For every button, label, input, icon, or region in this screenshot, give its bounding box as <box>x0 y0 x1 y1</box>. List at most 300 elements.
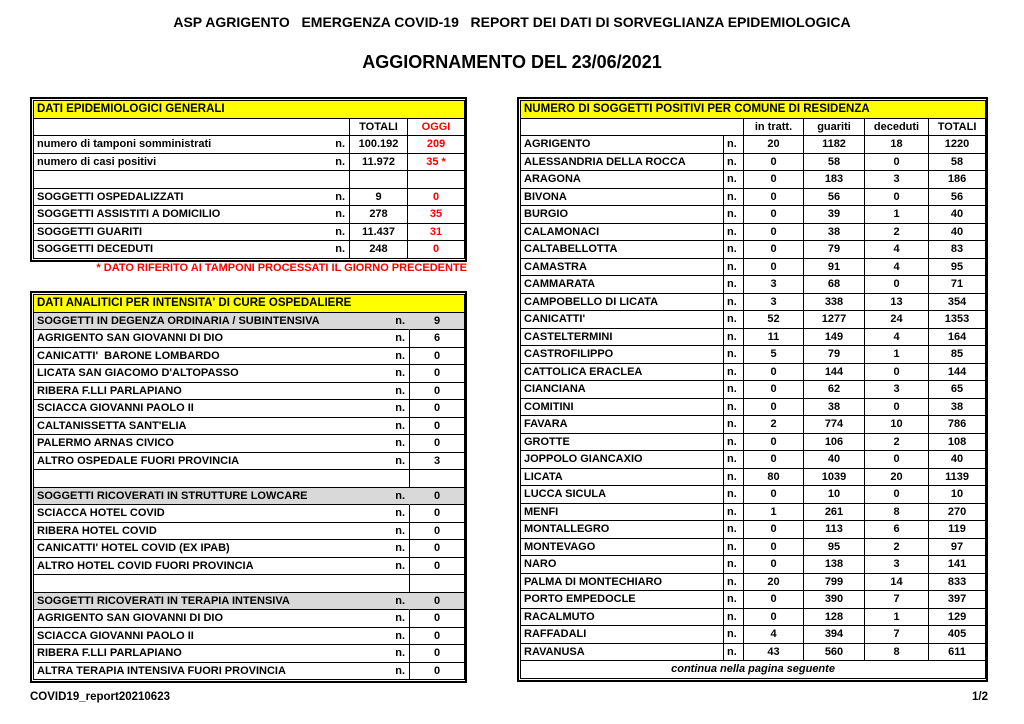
row-label-cell <box>34 365 410 383</box>
row-label: RIBERA F.LLI PARLAPIANO <box>37 647 182 660</box>
row-n-label: n. <box>724 556 744 574</box>
report-filename: COVID19_report20210623 <box>30 691 170 703</box>
general-table-title: DATI EPIDEMIOLOGICI GENERALI <box>34 101 465 119</box>
row-n-label: n. <box>724 154 744 172</box>
row-label: PALERMO ARNAS CIVICO <box>37 437 174 450</box>
table-row <box>34 418 465 436</box>
deceduti-value: 14 <box>865 574 929 592</box>
comune-name: CAMPOBELLO DI LICATA <box>521 294 724 312</box>
comune-name: CANICATTI' <box>521 311 724 329</box>
table-row <box>34 470 465 488</box>
table-row <box>34 593 465 611</box>
row-n-label: n. <box>724 521 744 539</box>
row-value: 0 <box>410 488 465 506</box>
guariti-value: 149 <box>804 329 865 347</box>
deceduti-value: 0 <box>865 154 929 172</box>
row-label-cell <box>34 645 410 663</box>
row-label-cell <box>34 558 410 576</box>
guariti-value: 38 <box>804 224 865 242</box>
comune-name: PALMA DI MONTECHIARO <box>521 574 724 592</box>
in-tratt-value: 0 <box>744 399 804 417</box>
deceduti-value: 0 <box>865 189 929 207</box>
deceduti-value: 1 <box>865 609 929 627</box>
row-n-label: n. <box>724 539 744 557</box>
table-row <box>521 224 986 242</box>
row-n-label: n. <box>395 314 405 327</box>
row-totali-value: 248 <box>350 241 408 259</box>
comune-name: ALESSANDRIA DELLA ROCCA <box>521 154 724 172</box>
totali-value: 354 <box>929 294 986 312</box>
totali-value: 1220 <box>929 136 986 154</box>
deceduti-value: 4 <box>865 259 929 277</box>
deceduti-value: 2 <box>865 434 929 452</box>
row-n-label: n. <box>395 489 405 502</box>
table-row <box>521 294 986 312</box>
table-row <box>521 521 986 539</box>
row-label: SOGGETTI IN DEGENZA ORDINARIA / SUBINTENSIVA <box>37 314 320 327</box>
row-value: 0 <box>410 523 465 541</box>
guariti-value: 10 <box>804 486 865 504</box>
row-value: 0 <box>410 435 465 453</box>
comune-name: CASTELTERMINI <box>521 329 724 347</box>
row-label-cell <box>34 505 410 523</box>
row-label-cell <box>34 470 410 488</box>
row-label-cell <box>34 663 410 681</box>
row-label-cell <box>34 628 410 646</box>
row-n-label: n. <box>724 311 744 329</box>
comune-name: COMITINI <box>521 399 724 417</box>
col-header-totali: TOTALI <box>929 119 986 137</box>
totali-value: 65 <box>929 381 986 399</box>
deceduti-value: 18 <box>865 136 929 154</box>
in-tratt-value: 0 <box>744 486 804 504</box>
row-n-label: n. <box>724 224 744 242</box>
comune-name: MONTEVAGO <box>521 539 724 557</box>
guariti-value: 1277 <box>804 311 865 329</box>
comuni-table-title-row <box>521 101 986 119</box>
row-n-label: n. <box>395 454 405 467</box>
table-row <box>34 136 465 154</box>
guariti-value: 390 <box>804 591 865 609</box>
row-label-cell <box>34 154 350 172</box>
table-row <box>34 365 465 383</box>
table-row <box>34 435 465 453</box>
table-row <box>34 171 465 189</box>
row-label: SOGGETTI GUARITI <box>37 225 143 238</box>
table-row <box>521 171 986 189</box>
comune-name: CAMASTRA <box>521 259 724 277</box>
row-label-cell <box>34 540 410 558</box>
row-value: 0 <box>410 628 465 646</box>
row-value: 0 <box>410 540 465 558</box>
page-subtitle: AGGIORNAMENTO DEL 23/06/2021 <box>362 52 662 72</box>
guariti-value: 560 <box>804 644 865 662</box>
in-tratt-value: 0 <box>744 171 804 189</box>
in-tratt-value: 0 <box>744 189 804 207</box>
row-n-label: n. <box>395 524 405 537</box>
table-row <box>34 645 465 663</box>
comune-name: MONTALLEGRO <box>521 521 724 539</box>
row-label-cell <box>34 348 410 366</box>
row-label-cell <box>34 453 410 471</box>
deceduti-value: 3 <box>865 556 929 574</box>
general-table-header-row <box>34 119 465 137</box>
row-n-label: n. <box>724 469 744 487</box>
table-row <box>521 556 986 574</box>
comune-name: LUCCA SICULA <box>521 486 724 504</box>
row-n-label: n. <box>335 225 345 238</box>
row-n-label: n. <box>395 437 405 450</box>
table-row <box>34 224 465 242</box>
in-tratt-value: 20 <box>744 136 804 154</box>
in-tratt-value: 0 <box>744 609 804 627</box>
row-label-cell <box>34 206 350 224</box>
guariti-value: 799 <box>804 574 865 592</box>
table-row <box>521 311 986 329</box>
row-totali-value: 11.437 <box>350 224 408 242</box>
in-tratt-value: 0 <box>744 224 804 242</box>
row-n-label: n. <box>335 138 345 151</box>
totali-value: 40 <box>929 206 986 224</box>
oggi-column-header: OGGI <box>408 119 465 137</box>
row-n-label: n. <box>724 241 744 259</box>
row-n-label: n. <box>395 349 405 362</box>
in-tratt-value: 0 <box>744 451 804 469</box>
row-n-label: n. <box>724 189 744 207</box>
hospital-table-title: DATI ANALITICI PER INTENSITA' DI CURE OSPEDALIERE <box>34 295 465 313</box>
guariti-value: 106 <box>804 434 865 452</box>
row-oggi-value: 0 <box>408 241 465 259</box>
row-value: 0 <box>410 663 465 681</box>
table-row <box>521 276 986 294</box>
in-tratt-value: 3 <box>744 294 804 312</box>
in-tratt-value: 0 <box>744 154 804 172</box>
row-value: 0 <box>410 383 465 401</box>
hospital-care-table <box>30 291 467 683</box>
deceduti-value: 0 <box>865 451 929 469</box>
row-n-label: n. <box>724 329 744 347</box>
in-tratt-value: 0 <box>744 381 804 399</box>
guariti-value: 338 <box>804 294 865 312</box>
row-n-label: n. <box>724 171 744 189</box>
guariti-value: 774 <box>804 416 865 434</box>
deceduti-value: 4 <box>865 329 929 347</box>
row-label: SCIACCA GIOVANNI PAOLO II <box>37 629 194 642</box>
deceduti-value: 7 <box>865 626 929 644</box>
totali-value: 83 <box>929 241 986 259</box>
general-data-table <box>30 97 467 262</box>
guariti-value: 58 <box>804 154 865 172</box>
totali-value: 1353 <box>929 311 986 329</box>
row-n-label: n. <box>724 364 744 382</box>
row-n-label: n. <box>395 402 405 415</box>
comune-name: BURGIO <box>521 206 724 224</box>
table-row <box>34 610 465 628</box>
row-value: 0 <box>410 365 465 383</box>
guariti-value: 144 <box>804 364 865 382</box>
comune-name: FAVARA <box>521 416 724 434</box>
col-header-deceduti: deceduti <box>865 119 929 137</box>
deceduti-value: 0 <box>865 364 929 382</box>
totali-value: 71 <box>929 276 986 294</box>
row-n-label: n. <box>724 626 744 644</box>
deceduti-value: 0 <box>865 276 929 294</box>
deceduti-value: 3 <box>865 171 929 189</box>
deceduti-value: 20 <box>865 469 929 487</box>
guariti-value: 113 <box>804 521 865 539</box>
row-totali-value: 11.972 <box>350 154 408 172</box>
row-label-cell <box>34 435 410 453</box>
in-tratt-value: 0 <box>744 539 804 557</box>
in-tratt-value: 0 <box>744 521 804 539</box>
comune-name: LICATA <box>521 469 724 487</box>
table-row <box>34 558 465 576</box>
guariti-value: 79 <box>804 241 865 259</box>
table-row <box>521 539 986 557</box>
guariti-value: 95 <box>804 539 865 557</box>
table-row <box>34 488 465 506</box>
row-n-label: n. <box>724 504 744 522</box>
deceduti-value: 4 <box>865 241 929 259</box>
deceduti-value: 8 <box>865 504 929 522</box>
row-label: SOGGETTI RICOVERATI IN STRUTTURE LOWCARE <box>37 489 308 502</box>
comune-name: RAFFADALI <box>521 626 724 644</box>
totali-value: 108 <box>929 434 986 452</box>
row-n-label: n. <box>724 276 744 294</box>
totali-value: 141 <box>929 556 986 574</box>
empty-header-cell <box>34 119 350 137</box>
guariti-value: 1039 <box>804 469 865 487</box>
in-tratt-value: 2 <box>744 416 804 434</box>
row-n-label: n. <box>335 155 345 168</box>
row-value: 0 <box>410 610 465 628</box>
totali-value: 119 <box>929 521 986 539</box>
row-label-cell <box>34 593 410 611</box>
row-totali-value <box>350 171 408 189</box>
totali-value: 40 <box>929 451 986 469</box>
row-value: 0 <box>410 505 465 523</box>
row-oggi-value: 31 <box>408 224 465 242</box>
row-label-cell <box>34 488 410 506</box>
row-n-label: n. <box>395 332 405 345</box>
totali-value: 40 <box>929 224 986 242</box>
deceduti-value: 2 <box>865 224 929 242</box>
guariti-value: 56 <box>804 189 865 207</box>
comune-name: RAVANUSA <box>521 644 724 662</box>
row-label: SOGGETTI ASSISTITI A DOMICILIO <box>37 208 221 221</box>
row-n-label: n. <box>335 190 345 203</box>
row-label: numero di casi positivi <box>37 155 157 168</box>
table-row <box>521 259 986 277</box>
table-row <box>521 574 986 592</box>
table-row <box>34 628 465 646</box>
row-value: 0 <box>410 418 465 436</box>
deceduti-value: 0 <box>865 399 929 417</box>
totali-value: 58 <box>929 154 986 172</box>
comune-name: CASTROFILIPPO <box>521 346 724 364</box>
guariti-value: 394 <box>804 626 865 644</box>
table-row <box>521 644 986 662</box>
row-oggi-value: 35 <box>408 206 465 224</box>
comune-name: CIANCIANA <box>521 381 724 399</box>
row-label-cell <box>34 241 350 259</box>
row-label: CANICATTI' HOTEL COVID (EX IPAB) <box>37 542 230 555</box>
in-tratt-value: 0 <box>744 591 804 609</box>
row-value: 6 <box>410 330 465 348</box>
guariti-value: 138 <box>804 556 865 574</box>
page-title: ASP AGRIGENTO EMERGENZA COVID-19 REPORT DEI DATI DI SORVEGLIANZA EPIDEMIOLOGICA <box>173 14 851 30</box>
guariti-value: 261 <box>804 504 865 522</box>
row-value <box>410 575 465 593</box>
totali-value: 10 <box>929 486 986 504</box>
row-value <box>410 470 465 488</box>
row-value: 0 <box>410 593 465 611</box>
row-label: SOGGETTI RICOVERATI IN TERAPIA INTENSIVA <box>37 594 290 607</box>
row-label: ALTRO OSPEDALE FUORI PROVINCIA <box>37 454 240 467</box>
table-row <box>34 505 465 523</box>
row-label: CALTANISSETTA SANT'ELIA <box>37 419 187 432</box>
comune-name: RACALMUTO <box>521 609 724 627</box>
row-totali-value: 9 <box>350 189 408 207</box>
row-label: CANICATTI' BARONE LOMBARDO <box>37 349 220 362</box>
table-row <box>521 416 986 434</box>
row-label-cell <box>34 330 410 348</box>
col-header-guariti: guariti <box>804 119 865 137</box>
row-label-cell <box>34 313 410 331</box>
row-label: SOGGETTI DECEDUTI <box>37 243 154 256</box>
deceduti-value: 10 <box>865 416 929 434</box>
table-row <box>34 154 465 172</box>
table-row <box>521 189 986 207</box>
deceduti-value: 24 <box>865 311 929 329</box>
in-tratt-value: 43 <box>744 644 804 662</box>
empty-header-cell <box>521 119 744 137</box>
deceduti-value: 2 <box>865 539 929 557</box>
row-label: AGRIGENTO SAN GIOVANNI DI DIO <box>37 612 223 625</box>
col-header-in-tratt: in tratt. <box>744 119 804 137</box>
totali-value: 85 <box>929 346 986 364</box>
row-label-cell <box>34 523 410 541</box>
deceduti-value: 1 <box>865 346 929 364</box>
table-row <box>34 241 465 259</box>
table-row <box>521 469 986 487</box>
row-n-label: n. <box>724 136 744 154</box>
guariti-value: 40 <box>804 451 865 469</box>
row-n-label: n. <box>335 243 345 256</box>
row-n-label: n. <box>395 612 405 625</box>
guariti-value: 38 <box>804 399 865 417</box>
guariti-value: 183 <box>804 171 865 189</box>
totali-value: 144 <box>929 364 986 382</box>
table-row <box>521 504 986 522</box>
guariti-value: 62 <box>804 381 865 399</box>
totali-column-header: TOTALI <box>350 119 408 137</box>
table-row <box>34 383 465 401</box>
table-row <box>34 540 465 558</box>
table-row <box>521 609 986 627</box>
comune-name: NARO <box>521 556 724 574</box>
row-oggi-value: 0 <box>408 189 465 207</box>
row-label-cell <box>34 400 410 418</box>
row-n-label: n. <box>724 591 744 609</box>
row-label-cell <box>34 171 350 189</box>
row-value: 0 <box>410 558 465 576</box>
table-row <box>34 453 465 471</box>
totali-value: 833 <box>929 574 986 592</box>
row-n-label: n. <box>724 294 744 312</box>
continua-note: continua nella pagina seguente <box>521 661 986 679</box>
row-n-label: n. <box>724 644 744 662</box>
comune-name: GROTTE <box>521 434 724 452</box>
table-row <box>521 399 986 417</box>
row-totali-value: 278 <box>350 206 408 224</box>
table-row <box>34 400 465 418</box>
guariti-value: 128 <box>804 609 865 627</box>
in-tratt-value: 20 <box>744 574 804 592</box>
row-label-cell <box>34 224 350 242</box>
totali-value: 95 <box>929 259 986 277</box>
deceduti-value: 7 <box>865 591 929 609</box>
row-n-label: n. <box>395 367 405 380</box>
hospital-table-title-row <box>34 295 465 313</box>
in-tratt-value: 0 <box>744 434 804 452</box>
comune-name: PORTO EMPEDOCLE <box>521 591 724 609</box>
row-n-label: n. <box>395 664 405 677</box>
row-n-label: n. <box>395 594 405 607</box>
row-n-label: n. <box>395 647 405 660</box>
totali-value: 611 <box>929 644 986 662</box>
comuni-table-footer-row <box>521 661 986 679</box>
table-row <box>34 206 465 224</box>
table-row <box>34 189 465 207</box>
table-row <box>521 154 986 172</box>
row-oggi-value: 209 <box>408 136 465 154</box>
table-row <box>521 591 986 609</box>
row-n-label: n. <box>395 542 405 555</box>
row-n-label: n. <box>395 629 405 642</box>
row-label: SCIACCA HOTEL COVID <box>37 507 165 520</box>
comune-name: CALAMONACI <box>521 224 724 242</box>
totali-value: 270 <box>929 504 986 522</box>
table-row <box>34 330 465 348</box>
guariti-value: 79 <box>804 346 865 364</box>
comune-name: AGRIGENTO <box>521 136 724 154</box>
row-label-cell <box>34 418 410 436</box>
row-n-label: n. <box>395 384 405 397</box>
row-n-label: n. <box>724 259 744 277</box>
table-row <box>521 364 986 382</box>
table-row <box>34 523 465 541</box>
row-label-cell <box>34 383 410 401</box>
in-tratt-value: 0 <box>744 241 804 259</box>
row-value: 0 <box>410 645 465 663</box>
in-tratt-value: 4 <box>744 626 804 644</box>
totali-value: 164 <box>929 329 986 347</box>
totali-value: 786 <box>929 416 986 434</box>
row-n-label: n. <box>724 346 744 364</box>
row-label: RIBERA F.LLI PARLAPIANO <box>37 384 182 397</box>
totali-value: 38 <box>929 399 986 417</box>
comune-name: JOPPOLO GIANCAXIO <box>521 451 724 469</box>
deceduti-value: 6 <box>865 521 929 539</box>
totali-value: 97 <box>929 539 986 557</box>
comune-name: MENFI <box>521 504 724 522</box>
row-oggi-value: 35 * <box>408 154 465 172</box>
deceduti-value: 3 <box>865 381 929 399</box>
table-row <box>521 381 986 399</box>
row-label: RIBERA HOTEL COVID <box>37 524 157 537</box>
deceduti-value: 1 <box>865 206 929 224</box>
